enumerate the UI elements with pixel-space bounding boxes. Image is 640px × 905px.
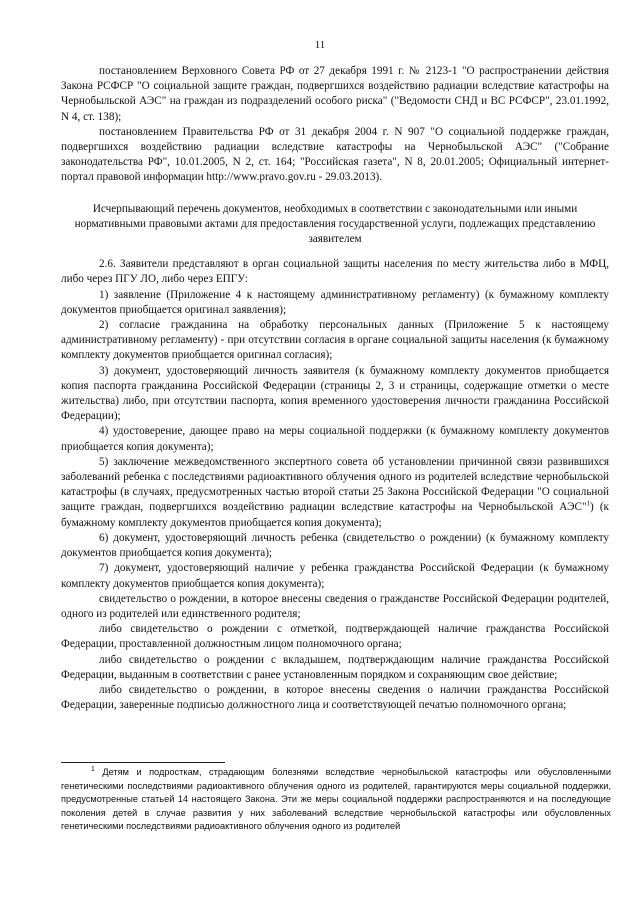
- footnote-text: Детям и подросткам, страдающим болезнями вследствие чернобыльской катастрофы или обусловленными генетическими последствиями радиоактивного облучения одного из родителей, гарантируются меры социальной поддержки, предусмотренные статьей 14 настоящего Закона. Эти же меры социальной поддержки распространяются и на последующие поколения детей в случае развития у них заболеваний вследствие чернобыльской катастрофы или обусловленных генетическими последствиями радиоактивного облучения одного из родителей: [61, 767, 611, 832]
- item-4-certificate: 4) удостоверение, дающее право на меры социальной поддержки (к бумажному комплекту документов приобщается копия документа);: [61, 425, 609, 453]
- footnote: [61, 766, 611, 834]
- item-6-child-identity: 6) документ, удостоверяющий личность ребенка (свидетельство о рождении) (к бумажному комплекту документов приобщается копия документа);: [61, 531, 609, 560]
- item-3-identity-document: 3) документ, удостоверяющий личность заявителя (к бумажному комплекту документов приобщается копия паспорта гражданина Российской Федерации (страницы 2, 3 и страницы, содержащие отметки о месте жительства) либо, при отсутствии паспорта, копия временного удостоверения личности гражданина Российской Федерации);: [61, 364, 609, 423]
- citizenship-option-2: либо свидетельство о рождении с отметкой, подтверждающей наличие гражданства Российской Федерации, проставленной должностным лицом полномочного органа;: [61, 623, 609, 651]
- document-body: [61, 64, 609, 713]
- paragraph-resolution-2004: постановлением Правительства РФ от 31 декабря 2004 г. N 907 "О социальной поддержке граждан, подвергшихся воздействию радиации вследствие катастрофы на Чернобыльской АЭС" ("Собрание законодательства РФ", 10.01.2005, N 2, ст. 164; "Российская газета", N 8, 20.01.2005; Официальный интернет-портал правовой информации http://www.pravo.gov.ru - 29.03.2013).: [61, 125, 609, 184]
- item-5-expert-conclusion: [61, 455, 609, 531]
- citizenship-option-3: либо свидетельство о рождении с вкладышем, подтверждающим наличие гражданства Российской Федерации, выданным в соответствии с ранее установленным порядком и сохраняющим свое действие;: [61, 653, 609, 681]
- footnote-reference: 1: [586, 499, 591, 508]
- item-5-tail: ) (к бумажному комплекту документов приобщается копия документа);: [61, 501, 609, 529]
- item-7-citizenship: 7) документ, удостоверяющий наличие у ребенка гражданства Российской Федерации (к бумажному комплекту документов приобщается копия документа);: [61, 562, 609, 590]
- section-heading: Исчерпывающий перечень документов, необходимых в соответствии с законодательными или иными нормативными правовыми актами для предоставления государственной услуги, подлежащих представлению заявителем: [74, 202, 596, 246]
- item-5-text: 5) заключение межведомственного экспертного совета об установлении причинной связи развившихся заболеваний ребенка с последствиями радиоактивного облучения одного из родителей вследствие чернобыльской катастрофы (в случаях, предусмотренных частью второй статьи 25 Закона Российской Федерации "О социальной защите граждан, подвергшихся воздействию радиации вследствие катастрофы на Чернобыльской АЭС": [61, 455, 609, 514]
- item-2-6: 2.6. Заявители представляют в орган социальной защиты населения по месту жительства либо в МФЦ, либо через ПГУ ЛО, либо через ЕПГУ:: [61, 258, 609, 286]
- item-2-consent: 2) согласие гражданина на обработку персональных данных (Приложение 5 к настоящему административному регламенту) - при отсутствии согласия в органе социальной защиты населения (к бумажному комплекту документов приобщается оригинал согласия);: [61, 319, 609, 362]
- item-1-application: 1) заявление (Приложение 4 к настоящему административному регламенту) (к бумажному комплекту документов приобщается оригинал заявления);: [61, 288, 609, 316]
- citizenship-option-1: свидетельство о рождении, в которое внесены сведения о гражданстве Российской Федерации родителей, одного из родителей или единственного родителя;: [61, 592, 609, 620]
- footnote-number: 1: [91, 765, 95, 773]
- paragraph-resolution-1991: постановлением Верховного Совета РФ от 27 декабря 1991 г. № 2123-1 "О распространении действия Закона РСФСР "О социальной защите граждан, подвергшихся воздействию радиации вследствие катастрофы на Чернобыльской АЭС" на граждан из подразделений особого риска" ("Ведомости СНД и ВС РСФСР", 23.01.1992, N 4, ст. 138);: [61, 65, 609, 123]
- footnote-separator: [61, 762, 225, 763]
- citizenship-option-4: либо свидетельство о рождении, в которое внесены сведения о наличии гражданства Российской Федерации, заверенные подписью должностного лица и соответствующей печатью полномочного органа;: [61, 683, 609, 712]
- page-number: 11: [314, 39, 326, 51]
